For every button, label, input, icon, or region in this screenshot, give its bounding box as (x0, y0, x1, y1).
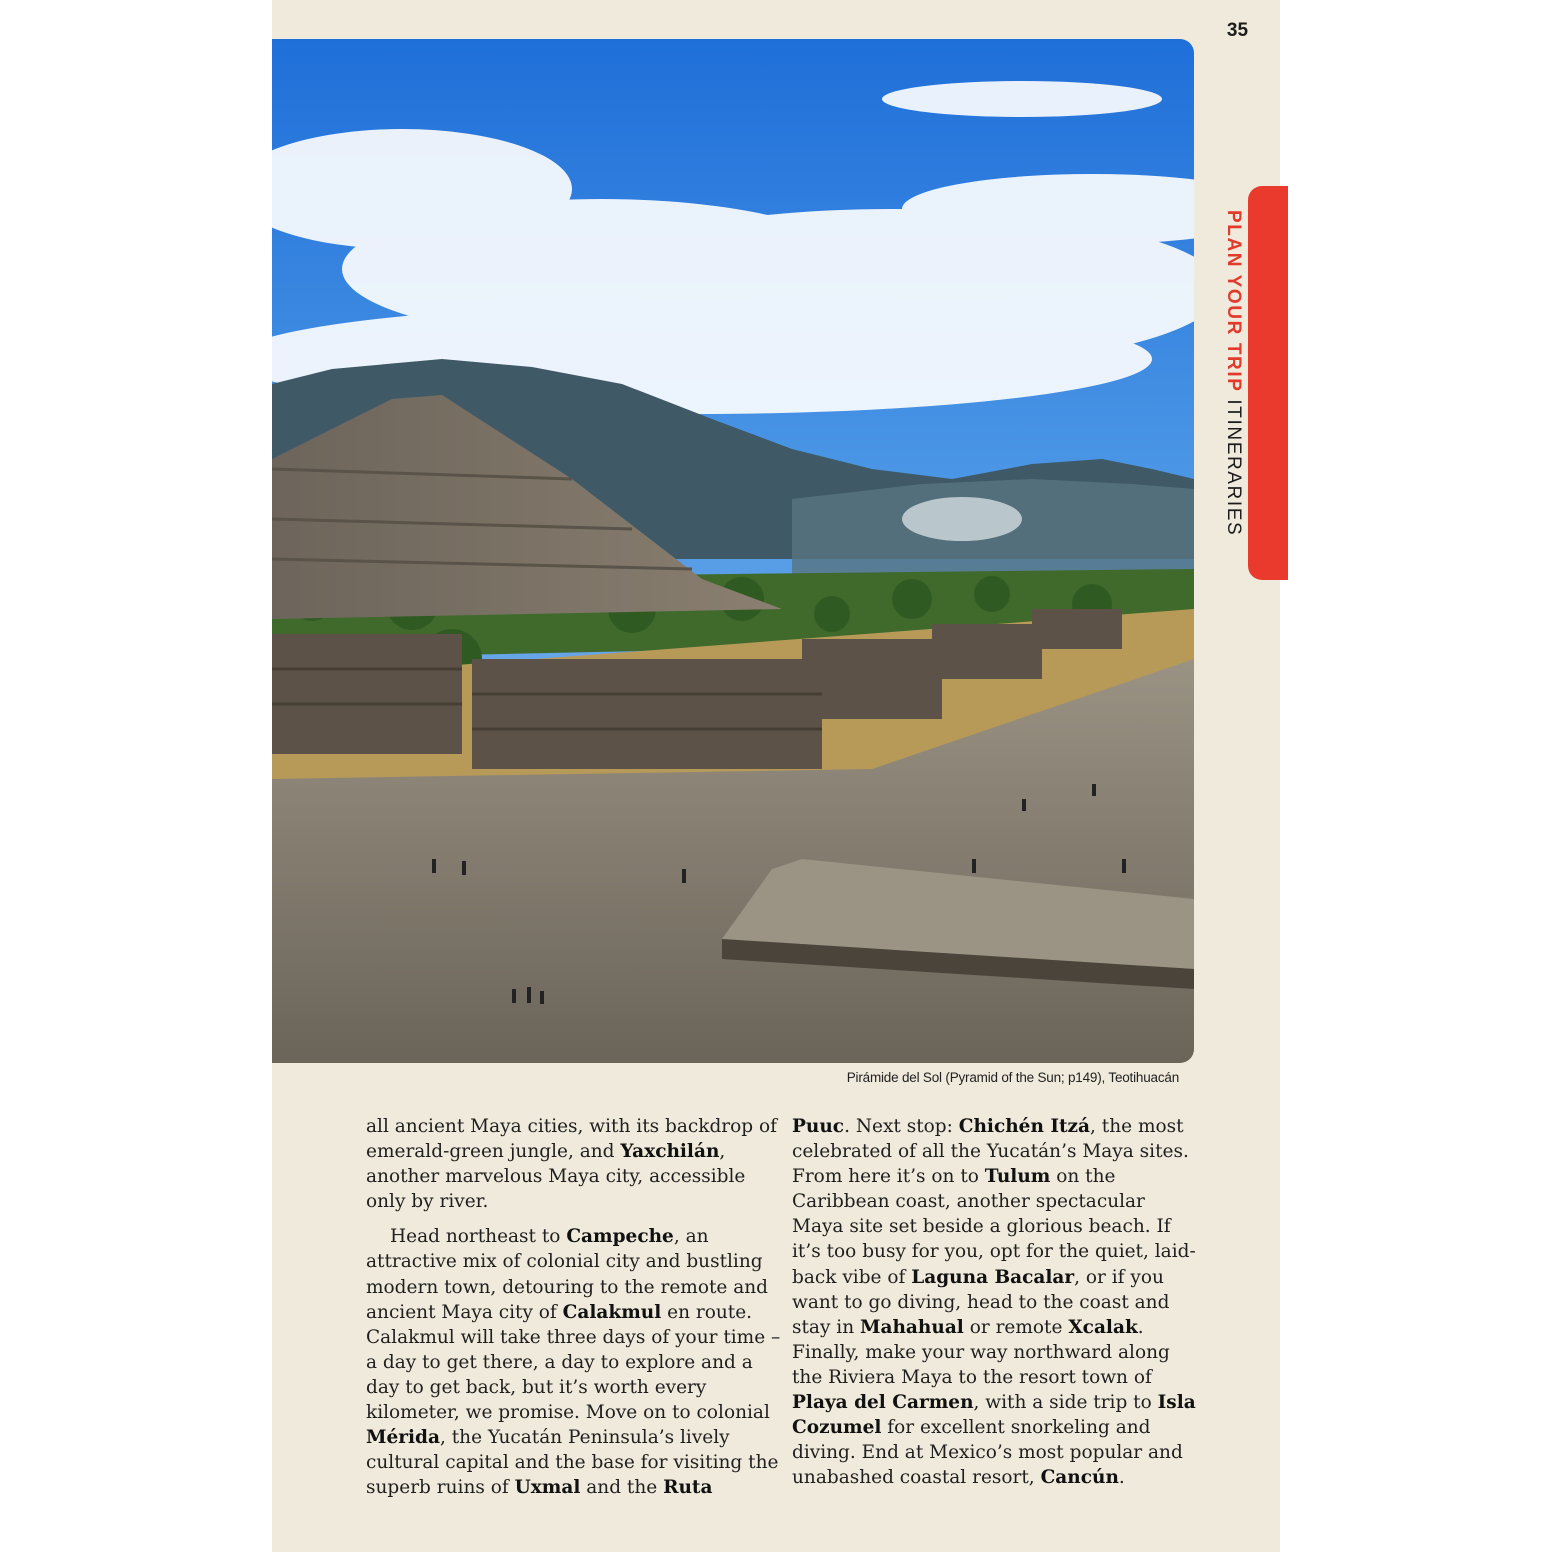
subsection-title: ITINERARIES (1223, 399, 1244, 537)
place-name: Calakmul (562, 1301, 662, 1323)
photo-teotihuacan (272, 39, 1194, 1063)
place-name: Yaxchilán (620, 1141, 720, 1163)
section-running-head (1222, 210, 1244, 536)
photo-caption: Pirámide del Sol (Pyramid of the Sun; p149), Teotihuacán (846, 1070, 1179, 1085)
page-number: 35 (1226, 20, 1249, 41)
place-name: Cancún (1040, 1467, 1119, 1489)
place-name: Tulum (984, 1166, 1051, 1188)
place-name: Uxmal (514, 1477, 581, 1499)
body-column-right (792, 1114, 1202, 1490)
place-name: Chichén Itzá (958, 1116, 1091, 1137)
pyramid-photo-illustration (272, 39, 1194, 1063)
place-name: Puuc (792, 1116, 845, 1137)
place-name: Ruta (663, 1477, 713, 1499)
body-column-left (366, 1114, 786, 1500)
paragraph: all ancient Maya cities, with its backdrop of emerald-green jungle, and Yaxchilán, another marvelous Maya city, accessible only by river. (366, 1116, 777, 1213)
place-name: Laguna Bacalar (911, 1266, 1075, 1288)
place-name: Mérida (366, 1427, 440, 1449)
place-name: Campeche (566, 1226, 674, 1248)
paragraph: Puuc. Next stop: Chichén Itzá, the most celebrated of all the Yucatán’s Maya sites. From here it’s on to Tulum on the Caribbean coast, another spectacular Maya site set beside a glorious beach. If it’s too busy for you, opt for the quiet, laid-back vibe of Laguna Bacalar, or if you want to go diving, head to the coast and stay in Mahahual or remote Xcalak. Finally, make your way northward along the Riviera Maya to the resort town of Playa del Carmen, with a side trip to Isla Cozumel for excellent snorkeling and diving. End at Mexico’s most popular and unabashed coastal resort, Cancún. (792, 1116, 1196, 1489)
place-name: Playa del Carmen (792, 1392, 974, 1414)
section-tab (1248, 186, 1288, 580)
place-name: Mahahual (860, 1316, 964, 1338)
place-name: Isla Cozumel (792, 1392, 1196, 1439)
place-name: Xcalak (1068, 1316, 1138, 1338)
paragraph: Head northeast to Campeche, an attractive mix of colonial city and bustling modern town, detouring to the remote and ancient Maya city of Calakmul en route. Calakmul will take three days of your time – a day to get there, a day to explore and a day to get back, but it’s worth every kilometer, we promise. Move on to colonial Mérida, the Yucatán Peninsula’s lively cultural capital and the base for visiting the superb ruins of Uxmal and the Ruta (366, 1226, 781, 1499)
section-title: PLAN YOUR TRIP (1223, 210, 1244, 393)
